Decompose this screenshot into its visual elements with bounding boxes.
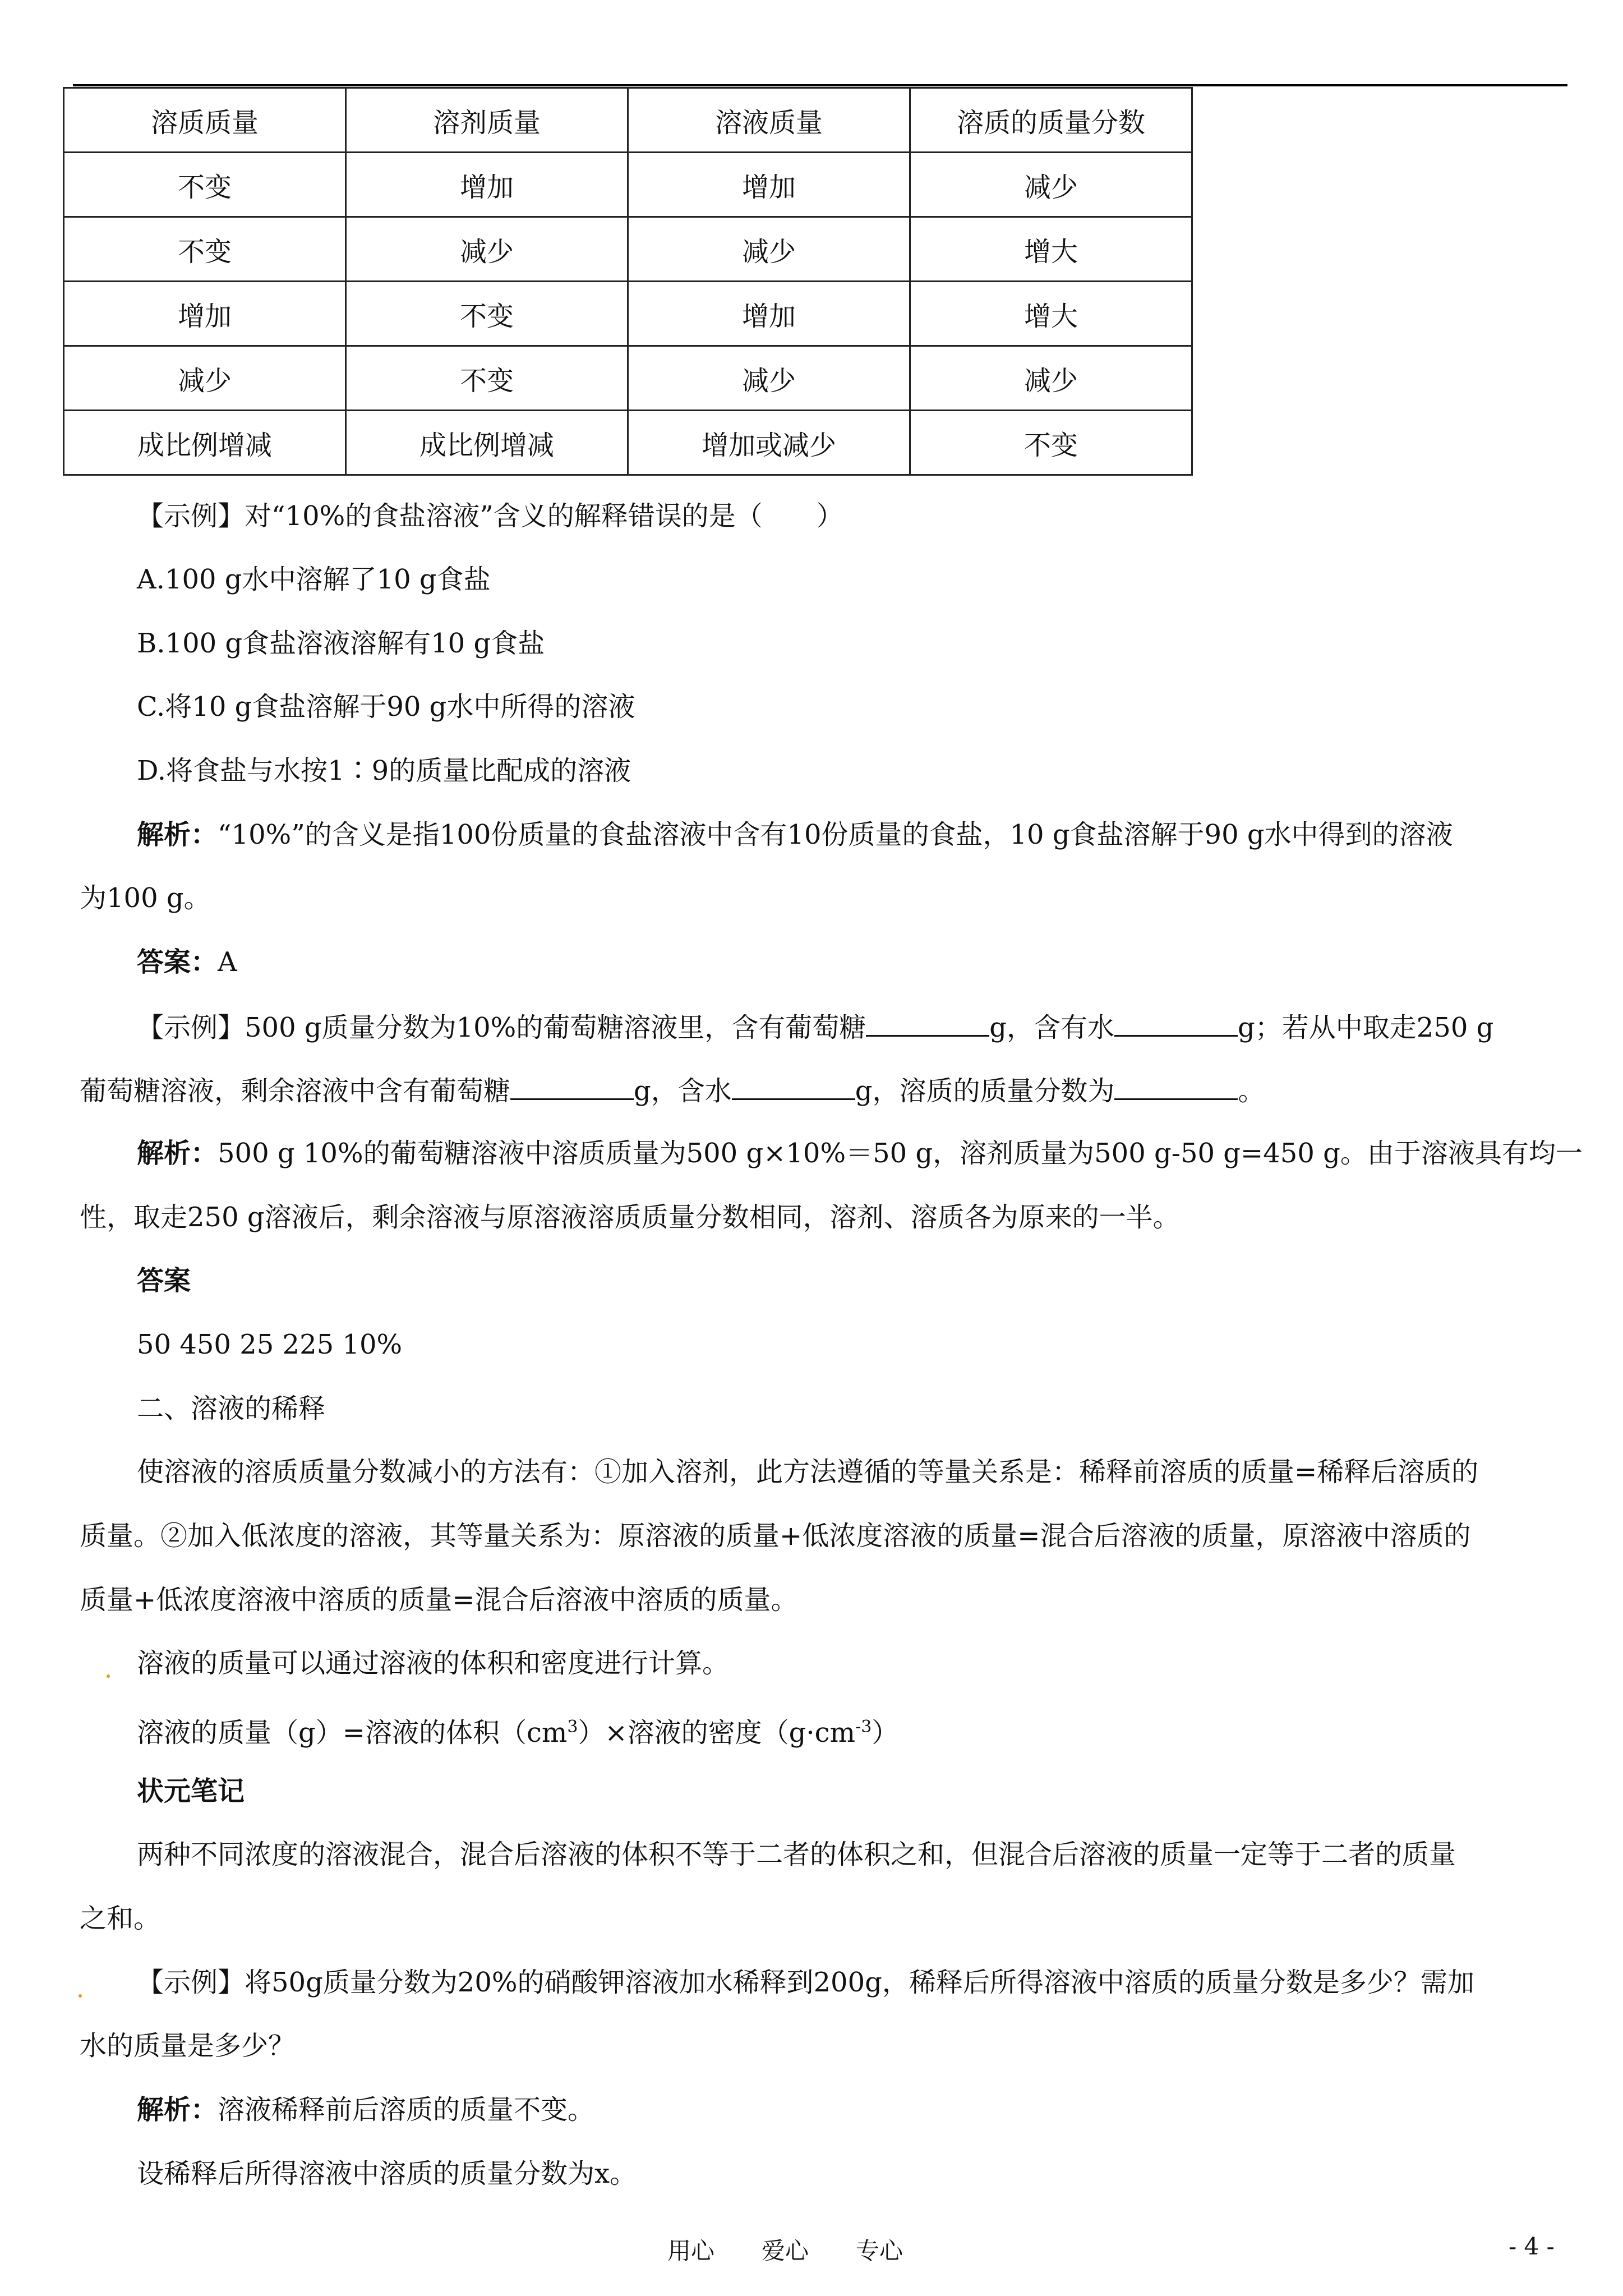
solution-change-table: [63, 87, 1193, 476]
analysis-label: 解析：: [137, 819, 218, 850]
fill-blank[interactable]: [732, 1073, 855, 1100]
example-1-question: 【示例】对“10%的食盐溶液”含义的解释错误的是（ ）: [137, 500, 843, 532]
table-cell: 不变: [64, 153, 346, 217]
decoration-dot: [107, 1674, 110, 1678]
table-header-cell: 溶质质量: [64, 88, 346, 153]
note-text: 两种不同浓度的溶液混合，混合后溶液的体积不等于二者的体积之和，但混合后溶液的质量一定等于二者的质量: [137, 1839, 1456, 1870]
table-cell: 减少: [910, 346, 1192, 411]
analysis-text: “10%”的含义是指100份质量的食盐溶液中含有10份质量的食盐，10 g食盐溶解于90 g水中得到的溶液: [218, 819, 1453, 850]
answer-label: 答案：: [137, 946, 218, 978]
table-cell: 减少: [628, 217, 910, 282]
table-cell: 增加或减少: [628, 411, 910, 475]
page-number: - 4 -: [1509, 2233, 1555, 2260]
example-2-analysis: [137, 1137, 1583, 1170]
example-3-question-cont: 水的质量是多少？: [80, 2030, 296, 2062]
table-cell: 增大: [910, 217, 1192, 282]
table-row: [64, 282, 1192, 346]
note-text-cont: 之和。: [80, 1903, 161, 1934]
example-3-question: 【示例】将50g质量分数为20%的硝酸钾溶液加水稀释到200g，稀释后所得溶液中溶质的质量分数是多少？需加: [137, 1967, 1474, 1998]
question-text: g，溶质的质量分数为: [855, 1075, 1115, 1107]
superscript: 3: [567, 1717, 578, 1737]
decoration-dot: [79, 1994, 82, 1998]
fill-blank[interactable]: [510, 1073, 634, 1100]
fill-blank[interactable]: [1114, 1009, 1238, 1037]
analysis-label: 解析：: [137, 2094, 218, 2125]
table-cell: 减少: [346, 217, 628, 282]
example-2-question: [137, 1009, 1493, 1045]
analysis-text: 溶液稀释前后溶质的质量不变。: [218, 2094, 595, 2125]
question-text: 葡萄糖溶液，剩余溶液中含有葡萄糖: [80, 1075, 511, 1107]
paragraph-cont: 质量+低浓度溶液中溶质的质量=混合后溶液中溶质的质量。: [80, 1584, 798, 1616]
table-row: [64, 411, 1192, 475]
table-header-cell: 溶质的质量分数: [910, 88, 1192, 153]
paragraph: 使溶液的溶质质量分数减小的方法有：①加入溶剂，此方法遵循的等量关系是：稀释前溶质的质量=稀释后溶质的: [137, 1456, 1479, 1488]
table-row: [64, 346, 1192, 411]
table-header-row: [64, 88, 1192, 153]
paragraph-cont: 质量。②加入低浓度的溶液，其等量关系为：原溶液的质量+低浓度溶液的质量=混合后溶液的质量，原溶液中溶质的: [80, 1520, 1471, 1552]
fill-blank[interactable]: [1114, 1073, 1238, 1100]
table-cell: 减少: [64, 346, 346, 411]
table-header-cell: 溶剂质量: [346, 88, 628, 153]
table-header-cell: 溶液质量: [628, 88, 910, 153]
table-cell: 成比例增减: [64, 411, 346, 475]
section-heading: 二、溶液的稀释: [137, 1393, 326, 1424]
option-c: C.将10 g食盐溶解于90 g水中所得的溶液: [137, 691, 635, 723]
table-cell: 不变: [910, 411, 1192, 475]
table-cell: 减少: [628, 346, 910, 411]
table-cell: 不变: [346, 282, 628, 346]
note-title: 状元笔记: [137, 1775, 245, 1807]
footer-motto: 用心 爱心 专心: [667, 2237, 903, 2265]
table-cell: 增加: [64, 282, 346, 346]
example-1-analysis: [137, 818, 1453, 852]
mass-formula: [137, 1710, 898, 1750]
example-3-step: 设稀释后所得溶液中溶质的质量分数为x。: [137, 2158, 637, 2189]
table-row: [64, 153, 1192, 217]
table-cell: 成比例增减: [346, 411, 628, 475]
formula-text: ）×溶液的密度（g·cm: [578, 1717, 856, 1749]
formula-text: ）: [872, 1717, 899, 1749]
question-text: g，含水: [634, 1075, 732, 1107]
header-rule: [73, 84, 1567, 86]
example-3-analysis: [137, 2093, 594, 2127]
analysis-text: 500 g 10%的葡萄糖溶液中溶质质量为500 g×10%＝50 g，溶剂质量为500 g-50 g=450 g。由于溶液具有均一: [218, 1138, 1583, 1169]
question-text: 【示例】500 g质量分数为10%的葡萄糖溶液里，含有葡萄糖: [137, 1012, 866, 1043]
example-2-analysis-cont: 性，取走250 g溶液后，剩余溶液与原溶液溶质质量分数相同，溶剂、溶质各为原来的一半。: [80, 1202, 1180, 1233]
table-cell: 增加: [628, 153, 910, 217]
table-cell: 增加: [346, 153, 628, 217]
analysis-label: 解析：: [137, 1138, 218, 1169]
example-1-answer: [137, 945, 237, 979]
example-2-answer: 50 450 25 225 10%: [137, 1329, 403, 1360]
example-1-analysis-cont: 为100 g。: [80, 882, 211, 914]
table-cell: 减少: [910, 153, 1192, 217]
question-text: 。: [1238, 1075, 1265, 1107]
table-row: [64, 217, 1192, 282]
example-2-answer-label: 答案: [137, 1265, 191, 1296]
option-a: A.100 g水中溶解了10 g食盐: [137, 564, 491, 595]
option-b: B.100 g食盐溶液溶解有10 g食盐: [137, 628, 545, 659]
formula-text: 溶液的质量（g）=溶液的体积（cm: [137, 1717, 568, 1749]
question-text: g，含有水: [989, 1012, 1115, 1043]
question-text: g；若从中取走250 g: [1238, 1012, 1494, 1043]
table-cell: 不变: [64, 217, 346, 282]
answer-value: A: [218, 946, 237, 978]
fill-blank[interactable]: [866, 1009, 989, 1037]
superscript: -3: [855, 1717, 872, 1737]
option-d: D.将食盐与水按1∶9的质量比配成的溶液: [137, 755, 631, 786]
table-cell: 增大: [910, 282, 1192, 346]
table-cell: 不变: [346, 346, 628, 411]
example-2-question-cont: [80, 1073, 1265, 1108]
paragraph: 溶液的质量可以通过溶液的体积和密度进行计算。: [137, 1648, 730, 1679]
table-cell: 增加: [628, 282, 910, 346]
